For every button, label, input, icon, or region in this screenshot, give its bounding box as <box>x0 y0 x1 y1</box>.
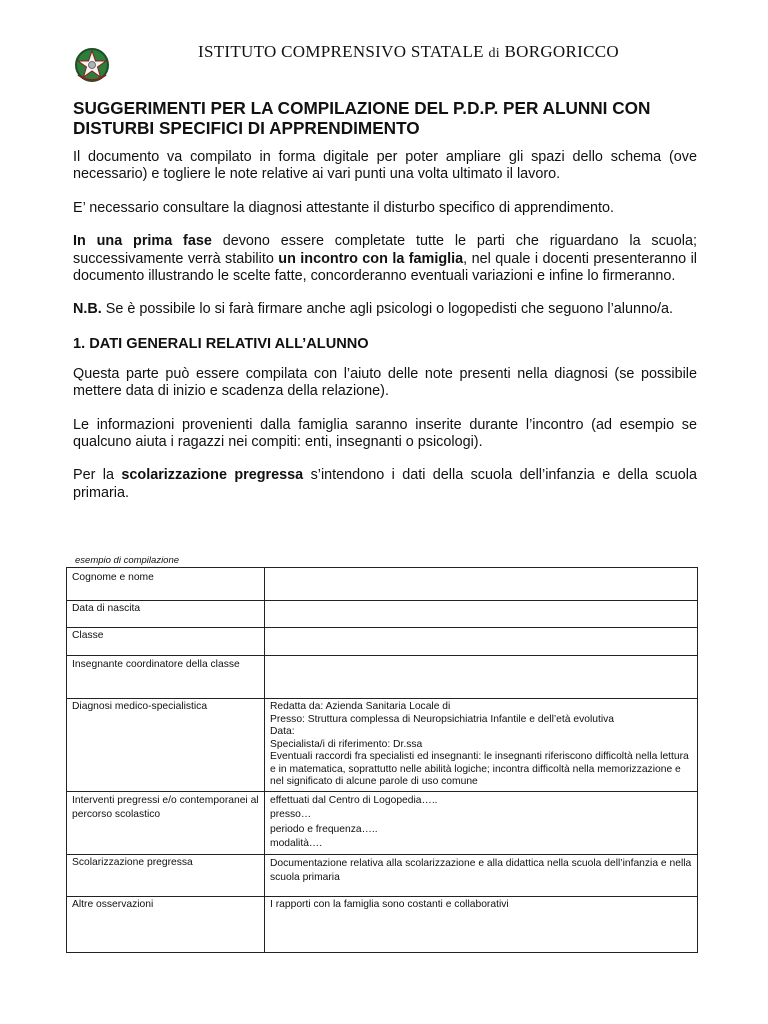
diagnosis-line: Eventuali raccordi fra specialisti ed insegnanti: le insegnanti riferiscono difficoltà nella lettura e in matematica, soprattutto nelle abilità logiche; incontra difficoltà nella memorizzazione e nel significato di alcune parole di uso comune <box>270 751 689 787</box>
row-value <box>265 896 698 952</box>
row-value <box>265 568 698 601</box>
table-row <box>67 896 698 952</box>
section-heading: 1. DATI GENERALI RELATIVI ALL’ALUNNO <box>73 335 369 352</box>
prior-schooling-emphasis: scolarizzazione pregressa <box>121 467 304 484</box>
row-label: Diagnosi medico-specialistica <box>67 699 265 792</box>
first-phase-emphasis: In una prima fase <box>73 233 212 250</box>
interventions-line: periodo e frequenza….. <box>270 823 378 835</box>
nb-text: Se è possibile lo si farà firmare anche agli psicologi o logopedisti che seguono l’alunno/a. <box>101 301 673 318</box>
row-label: Data di nascita <box>67 601 265 628</box>
row-label: Interventi pregressi e/o contemporanei al percorso scolastico <box>67 791 265 854</box>
row-label: Insegnante coordinatore della classe <box>67 656 265 699</box>
first-phase-text: devono essere completate tutte le parti che riguardano la scuola; successivamente verrà stabilito <box>73 233 698 267</box>
paragraph-first-phase <box>73 233 697 285</box>
row-label: Classe <box>67 628 265 656</box>
paragraph-prior-schooling <box>73 467 697 502</box>
republic-emblem-icon <box>72 45 112 85</box>
example-label: esempio di compilazione <box>75 555 180 566</box>
school-name-prefix: ISTITUTO COMPRENSIVO STATALE <box>198 42 484 61</box>
paragraph-family-info: Le informazioni provenienti dalla famiglia saranno inserite durante l’incontro (ad esempio se qualcuno aiuta i ragazzi nei compiti: enti, insegnanti o psicologi). <box>73 416 697 451</box>
student-data-table <box>66 567 698 953</box>
paragraph-diagnosis-notes: Questa parte può essere compilata con l’aiuto delle note presenti nella diagnosi (se possibile mettere data di inizio e scadenza della relazione). <box>73 365 697 400</box>
school-name-place: BORGORICCO <box>504 42 619 61</box>
prior-schooling-text-end: s’intendono i dati della scuola dell’infanzia e della scuola primaria. <box>73 467 698 501</box>
table-row <box>67 601 698 628</box>
table-row <box>67 628 698 656</box>
first-phase-text-end: , nel quale i docenti presenteranno il documento illustrando le scelte fatte, concorderanno eventuali variazioni e infine lo firmeranno. <box>73 250 697 285</box>
row-value <box>265 699 698 792</box>
row-value <box>265 601 698 628</box>
prior-schooling-text: Per la <box>73 467 122 484</box>
interventions-line: effettuati dal Centro di Logopedia….. <box>270 794 438 806</box>
paragraph-digital-form: Il documento va compilato in forma digitale per poter ampliare gli spazi dello schema (ove necessario) e togliere le note relative ai vari punti una volta ultimato il lavoro. <box>73 149 697 183</box>
row-value <box>265 628 698 656</box>
page-title: SUGGERIMENTI PER LA COMPILAZIONE DEL P.D.P. PER ALUNNI CON DISTURBI SPECIFICI DI APPRENDIMENTO <box>73 98 651 138</box>
observations-line: I rapporti con la famiglia sono costanti e collaborativi <box>270 898 509 910</box>
paragraph-nb <box>73 301 697 318</box>
schooling-line: Documentazione relativa alla scolarizzazione e alla didattica nella scuola dell’infanzia e nella scuola primaria <box>270 857 692 883</box>
row-label: Scolarizzazione pregressa <box>67 854 265 896</box>
table-row <box>67 699 698 792</box>
nb-label: N.B. <box>73 301 102 318</box>
diagnosis-line: Redatta da: Azienda Sanitaria Locale di <box>270 701 451 712</box>
table-row <box>67 791 698 854</box>
table-row <box>67 568 698 601</box>
school-name <box>198 42 619 62</box>
interventions-line: presso… <box>270 809 312 820</box>
table-row <box>67 656 698 699</box>
diagnosis-line: Specialista/i di riferimento: Dr.ssa <box>270 738 423 750</box>
interventions-line: modalità…. <box>270 838 323 849</box>
paragraph-diagnosis: E’ necessario consultare la diagnosi attestante il disturbo specifico di apprendimento. <box>73 199 615 216</box>
diagnosis-line: Presso: Struttura complessa di Neuropsichiatria Infantile e dell’età evolutiva <box>270 713 614 725</box>
document-body <box>73 98 697 518</box>
table-row <box>67 854 698 896</box>
diagnosis-line: Data: <box>270 726 295 737</box>
row-label: Cognome e nome <box>67 568 265 601</box>
row-value <box>265 854 698 896</box>
row-value <box>265 656 698 699</box>
row-value <box>265 791 698 854</box>
row-label: Altre osservazioni <box>67 896 265 952</box>
family-meeting-emphasis: un incontro con la famiglia <box>278 250 464 267</box>
school-name-di: di <box>488 46 500 61</box>
